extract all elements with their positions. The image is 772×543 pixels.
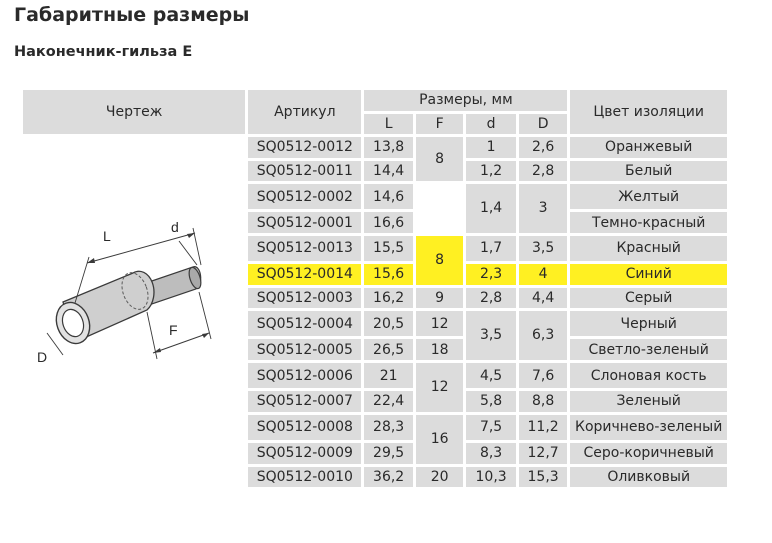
article-cell: SQ0512-0007 — [248, 391, 361, 412]
d-cell: 4,5 — [466, 363, 516, 388]
header-L: L — [364, 114, 412, 135]
drawing-label-L: L — [103, 228, 111, 244]
L-cell: 26,5 — [364, 339, 412, 360]
article-cell: SQ0512-0012 — [248, 137, 361, 158]
color-cell: Оливковый — [570, 467, 727, 488]
header-dimensions: Размеры, мм — [364, 90, 567, 111]
L-cell: 20,5 — [364, 311, 412, 336]
d-cell: 2,8 — [466, 288, 516, 309]
d-cell: 2,3 — [466, 264, 516, 285]
L-cell: 16,6 — [364, 212, 412, 233]
F-cell: 12 — [416, 363, 463, 412]
L-cell: 29,5 — [364, 443, 412, 464]
d-cell: 1,7 — [466, 236, 516, 261]
header-row-top — [23, 90, 727, 111]
F-cell-empty — [416, 184, 463, 233]
d-cell: 10,3 — [466, 467, 516, 488]
L-cell: 13,8 — [364, 137, 412, 158]
header-d: d — [466, 114, 516, 135]
F-cell: 18 — [416, 339, 463, 360]
d-cell: 8,3 — [466, 443, 516, 464]
color-cell: Оранжевый — [570, 137, 727, 158]
dimension-D-line — [47, 333, 63, 355]
article-cell: SQ0512-0014 — [248, 264, 361, 285]
color-cell: Коричнево-зеленый — [570, 415, 727, 440]
color-cell: Синий — [570, 264, 727, 285]
color-cell: Серо-коричневый — [570, 443, 727, 464]
header-D: D — [519, 114, 568, 135]
ferrule-drawing — [23, 137, 245, 487]
F-cell: 16 — [416, 415, 463, 464]
D-cell: 2,8 — [519, 161, 568, 182]
F-cell: 20 — [416, 467, 463, 488]
L-cell: 21 — [364, 363, 412, 388]
F-cell: 12 — [416, 311, 463, 336]
color-cell: Красный — [570, 236, 727, 261]
article-cell: SQ0512-0004 — [248, 311, 361, 336]
table-row — [23, 137, 727, 158]
dimensions-table — [20, 87, 730, 490]
color-cell: Желтый — [570, 184, 727, 209]
color-cell: Зеленый — [570, 391, 727, 412]
L-cell: 36,2 — [364, 467, 412, 488]
D-cell: 7,6 — [519, 363, 568, 388]
L-cell: 15,5 — [364, 236, 412, 261]
color-cell: Черный — [570, 311, 727, 336]
article-cell: SQ0512-0008 — [248, 415, 361, 440]
D-cell: 12,7 — [519, 443, 568, 464]
article-cell: SQ0512-0013 — [248, 236, 361, 261]
header-F: F — [416, 114, 463, 135]
dimension-d-line — [179, 241, 197, 265]
color-cell: Светло-зеленый — [570, 339, 727, 360]
drawing-label-d: d — [171, 219, 179, 235]
page-title: Габаритные размеры — [14, 4, 250, 26]
article-cell: SQ0512-0001 — [248, 212, 361, 233]
article-cell: SQ0512-0010 — [248, 467, 361, 488]
L-cell: 16,2 — [364, 288, 412, 309]
header-drawing: Чертеж — [23, 90, 245, 134]
L-cell: 14,4 — [364, 161, 412, 182]
D-cell: 2,6 — [519, 137, 568, 158]
article-cell: SQ0512-0005 — [248, 339, 361, 360]
color-cell: Темно-красный — [570, 212, 727, 233]
drawing-cell — [23, 137, 245, 487]
color-cell: Слоновая кость — [570, 363, 727, 388]
d-cell: 7,5 — [466, 415, 516, 440]
d-cell: 1 — [466, 137, 516, 158]
article-cell: SQ0512-0011 — [248, 161, 361, 182]
d-cell: 1,2 — [466, 161, 516, 182]
article-cell: SQ0512-0003 — [248, 288, 361, 309]
d-cell: 5,8 — [466, 391, 516, 412]
header-color: Цвет изоляции — [570, 90, 727, 134]
article-cell: SQ0512-0009 — [248, 443, 361, 464]
L-cell: 14,6 — [364, 184, 412, 209]
D-cell: 11,2 — [519, 415, 568, 440]
F-cell: 8 — [416, 137, 463, 181]
D-cell: 15,3 — [519, 467, 568, 488]
F-cell-highlight: 8 — [416, 236, 463, 285]
drawing-label-F: F — [169, 322, 178, 338]
L-cell: 28,3 — [364, 415, 412, 440]
d-cell: 3,5 — [466, 311, 516, 360]
header-article: Артикул — [248, 90, 361, 134]
L-cell: 15,6 — [364, 264, 412, 285]
D-cell: 3 — [519, 184, 568, 233]
F-cell: 9 — [416, 288, 463, 309]
color-cell: Белый — [570, 161, 727, 182]
D-cell: 8,8 — [519, 391, 568, 412]
article-cell: SQ0512-0006 — [248, 363, 361, 388]
d-cell: 1,4 — [466, 184, 516, 233]
color-cell: Серый — [570, 288, 727, 309]
D-cell: 4 — [519, 264, 568, 285]
D-cell: 6,3 — [519, 311, 568, 360]
drawing-label-D: D — [37, 349, 48, 365]
D-cell: 4,4 — [519, 288, 568, 309]
page-subtitle: Наконечник-гильза Е — [14, 44, 193, 60]
L-cell: 22,4 — [364, 391, 412, 412]
D-cell: 3,5 — [519, 236, 568, 261]
article-cell: SQ0512-0002 — [248, 184, 361, 209]
dimension-F-line — [153, 333, 209, 353]
